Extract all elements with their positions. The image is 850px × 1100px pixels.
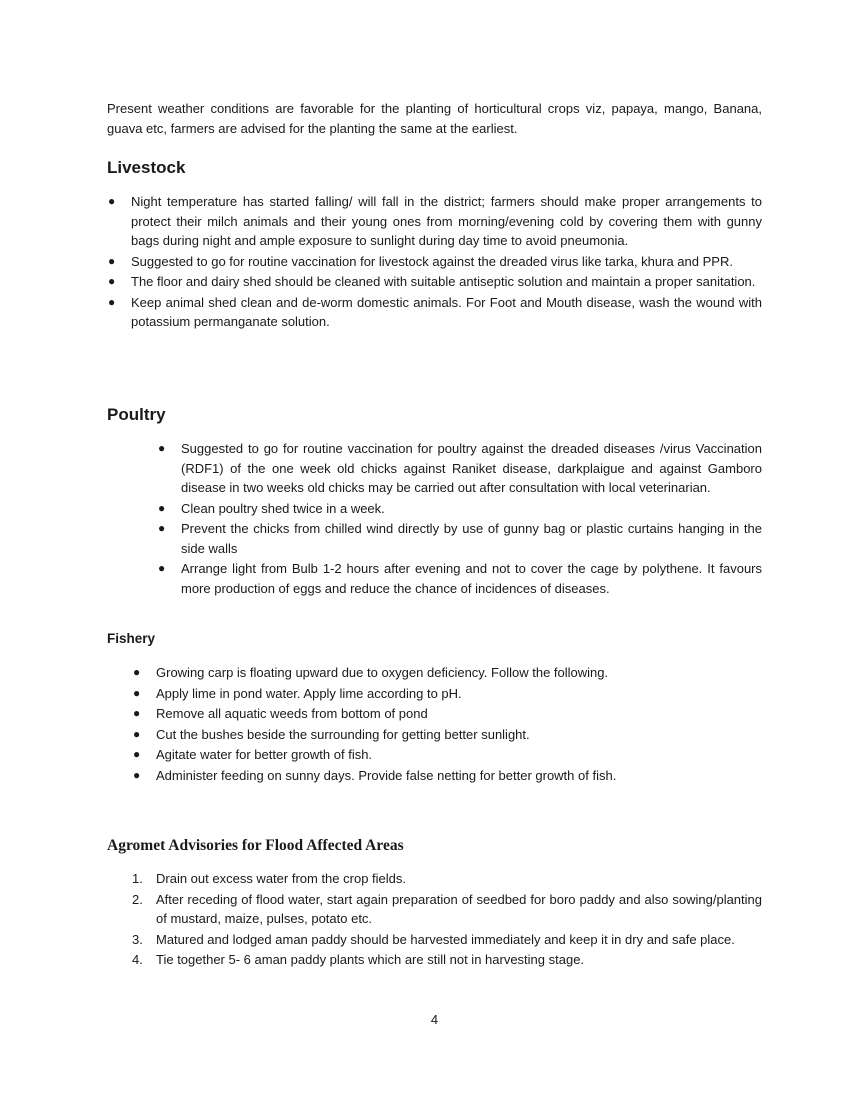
list-item: 2. After receding of flood water, start again preparation of seedbed for boro paddy and also sowing/planting of mustard, maize, pulses, potato etc. [132, 891, 762, 926]
list-item: ● Suggested to go for routine vaccination for livestock against the dreaded virus like tarka, khura and PPR. [131, 252, 762, 272]
bullet-icon: ● [108, 253, 116, 268]
bullet-icon: ● [158, 441, 166, 455]
bullet-icon: ● [108, 294, 116, 309]
list-item: 4. Tie together 5- 6 aman paddy plants which are still not in harvesting stage. [132, 952, 585, 967]
flood-heading: Agromet Advisories for Flood Affected Areas [107, 837, 404, 854]
list-item: 3. Matured and lodged aman paddy should be harvested immediately and keep it in dry and safe place. [132, 931, 735, 947]
bullet-icon: ● [158, 561, 166, 575]
bullet-icon: ● [133, 726, 141, 741]
livestock-heading: Livestock [107, 158, 186, 177]
fishery-list [133, 663, 762, 786]
page-number: 4 [430, 1012, 439, 1027]
list-item: ● Keep animal shed clean and de-worm domestic animals. For Foot and Mouth disease, wash the wound with potassium permanganate solution. [108, 294, 762, 329]
bullet-icon: ● [108, 194, 116, 208]
fishery-heading: Fishery [107, 631, 156, 646]
document-page [107, 0, 762, 1100]
bullet-icon: ● [133, 665, 141, 679]
list-item: ● Administer feeding on sunny days. Provide false netting for better growth of fish. [156, 766, 762, 786]
list-item: ● The floor and dairy shed should be cleaned with suitable antiseptic solution and maintain a proper sanitation. [131, 272, 762, 292]
bullet-icon: ● [158, 500, 166, 515]
bullet-icon: ● [133, 685, 141, 700]
bullet-icon: ● [133, 747, 141, 761]
poultry-list [158, 439, 762, 599]
list-item: ● Clean poultry shed twice in a week. [181, 499, 762, 519]
list-item: ● Apply lime in pond water. Apply lime according to pH. [156, 684, 762, 704]
list-item: ● Prevent the chicks from chilled wind directly by use of gunny bag or plastic curtains hanging in the side walls [158, 521, 762, 556]
list-item: ● Cut the bushes beside the surrounding for getting better sunlight. [156, 725, 762, 745]
livestock-list [108, 192, 762, 333]
list-item: ● Agitate water for better growth of fish. [156, 745, 762, 765]
list-item: ● Night temperature has started falling/ will fall in the district; farmers should make proper arrangements to protect their milch animals and their young ones from morning/evening cold by covering them with gunny bags during night and ample exposure to sunlight during day time to avoid pneumonia. [108, 194, 762, 248]
bullet-icon: ● [108, 274, 116, 288]
bullet-icon: ● [133, 767, 141, 782]
list-item: ● Growing carp is floating upward due to oxygen deficiency. Follow the following. [156, 663, 762, 683]
intro-paragraph: Present weather conditions are favorable for the planting of horticultural crops viz, papaya, mango, Banana, guava etc, farmers are advised for the planting the same at the earliest. [107, 101, 762, 136]
list-item: ● Suggested to go for routine vaccination for poultry against the dreaded diseases /virus Vaccination (RDF1) of the one week old chicks against Raniket disease, darkplaigue and against Gamboro disease in two weeks old chicks may be carried out after consultation with local veterinarian. [158, 441, 762, 495]
list-item: 1. Drain out excess water from the crop fields. [132, 871, 406, 886]
bullet-icon: ● [158, 521, 166, 535]
bullet-icon: ● [133, 706, 141, 720]
list-item: ● Remove all aquatic weeds from bottom of pond [156, 704, 762, 724]
flood-list [132, 869, 762, 971]
list-item: ● Arrange light from Bulb 1-2 hours after evening and not to cover the cage by polythene. It favours more production of eggs and reduce the chance of incidences of diseases. [158, 561, 762, 596]
poultry-heading: Poultry [107, 405, 166, 424]
